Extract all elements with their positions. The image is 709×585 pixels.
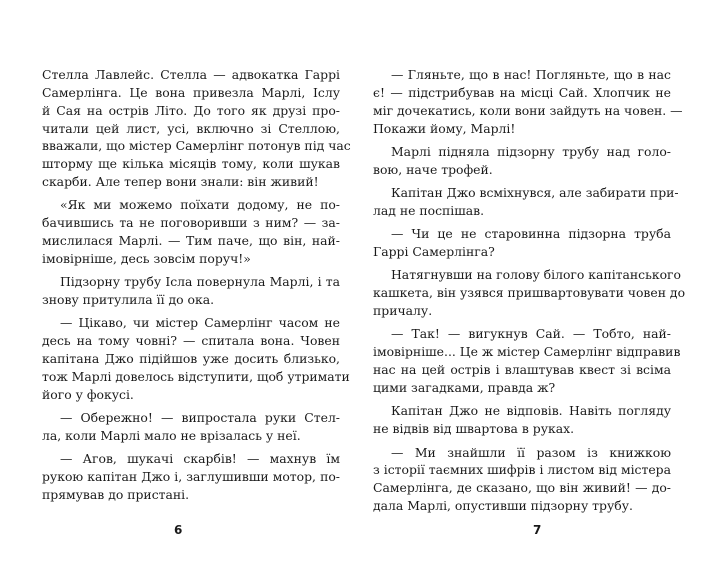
text-line: його у фокусі. [42,386,134,402]
page-number-left: 6 [174,523,183,537]
paragraph [42,450,340,504]
text-line: нас на цей острів і влаштував квест зі всіма [373,362,671,378]
text-line: знову притулила її до ока. [42,292,215,308]
left-page-text [42,66,351,509]
text-line: вою, наче трофей. [373,161,493,177]
text-line: рукою капітан Джо і, заглушивши мотор, по- [42,469,340,485]
text-line: Натягнувши на голову білого капітанського [391,267,682,283]
text-line: є! — підстрибував на місці Сай. Хлопчик не [373,84,671,100]
text-line: дала Марлі, опустивши підзорну трубу. [373,498,633,514]
text-line: — Так! — вигукнув Сай. — Тобто, най- [391,326,671,342]
paragraph [42,66,351,191]
text-line: — Ми знайшли її разом із книжкою [391,444,671,460]
text-line: лад не поспішав. [373,202,485,218]
paragraph [42,196,340,267]
paragraph [373,266,686,320]
paragraph [373,225,671,261]
right-page-text [373,66,686,520]
text-line: цими загадками, правда ж? [373,380,556,395]
text-line: міг дочекатись, коли вони зайдуть на човен. — [373,102,683,118]
paragraph [373,444,671,515]
page-number-right: 7 [533,523,542,537]
text-line: Підзорну трубу Ісла повернула Марлі, і та [60,274,340,290]
text-line: читали цей лист, усі, включно зі Стеллою, [42,120,340,136]
paragraph [373,325,681,396]
text-line: — Цікаво, чи містер Самерлінг часом не [60,315,340,331]
text-line: Марлі підняла підзорну трубу над голо- [391,143,671,159]
paragraph [42,314,350,403]
text-line: імовірніше, десь зовсім поруч!» [42,250,251,266]
text-line: «Як ми можемо поїхати додому, не по- [60,197,340,213]
text-line: десь на тому човні? — спитала вона. Човен [42,333,340,349]
text-line: причалу. [373,303,433,319]
text-line: Гаррі Самерлінга? [373,244,495,260]
text-line: скарби. Але тепер вони знали: він живий! [42,174,319,190]
text-line: кашкета, він узявся пришвартовувати човен до [373,285,686,301]
text-line: ла, коли Марлі мало не врізалась у неї. [42,428,301,444]
text-line: Стелла Лавлейс. Стелла — адвокатка Гаррі [42,67,340,82]
text-line: вважали, що містер Самерлінг потонув під час [42,138,351,154]
text-line: Капітан Джо всміхнувся, але забирати при- [391,185,679,201]
text-line: бачившись та не поговоривши з ним? — за- [42,215,340,231]
text-line: Самерлінга, де сказано, що він живий! — до- [373,480,671,496]
text-line: — Чи це не старовинна підзорна труба [391,226,671,242]
paragraph [373,402,671,438]
paragraph [373,143,671,179]
text-line: не відвів від швартова в руках. [373,421,575,437]
text-line: Капітан Джо не відповів. Навіть погляду [391,403,671,419]
text-line: й Сая на острів Літо. До того як друзі про- [42,102,340,118]
text-line: мислилася Марлі. — Тим паче, що він, най- [42,233,340,249]
text-line: тож Марлі довелось відступити, щоб утримати [42,369,350,384]
text-line: з історії таємних шифрів і листом від містера [373,462,671,478]
text-line: імовірніше... Це ж містер Самерлінг відправив [373,344,681,360]
paragraph [42,273,340,309]
text-line: — Обережно! — випростала руки Стел- [60,410,340,426]
paragraph [373,184,679,220]
text-line: — Агов, шукачі скарбів! — махнув їм [60,451,340,467]
paragraph [42,409,340,445]
text-line: шторму ще кілька місяців тому, коли шукав [42,156,340,172]
text-line: Самерлінга. Це вона привезла Марлі, Іслу [42,84,340,100]
text-line: — Гляньте, що в нас! Погляньте, що в нас [391,67,671,82]
text-line: прямував до пристані. [42,487,190,503]
paragraph [373,66,683,137]
text-line: Покажи йому, Марлі! [373,120,516,136]
text-line: капітана Джо підійшов уже досить близько, [42,351,340,367]
